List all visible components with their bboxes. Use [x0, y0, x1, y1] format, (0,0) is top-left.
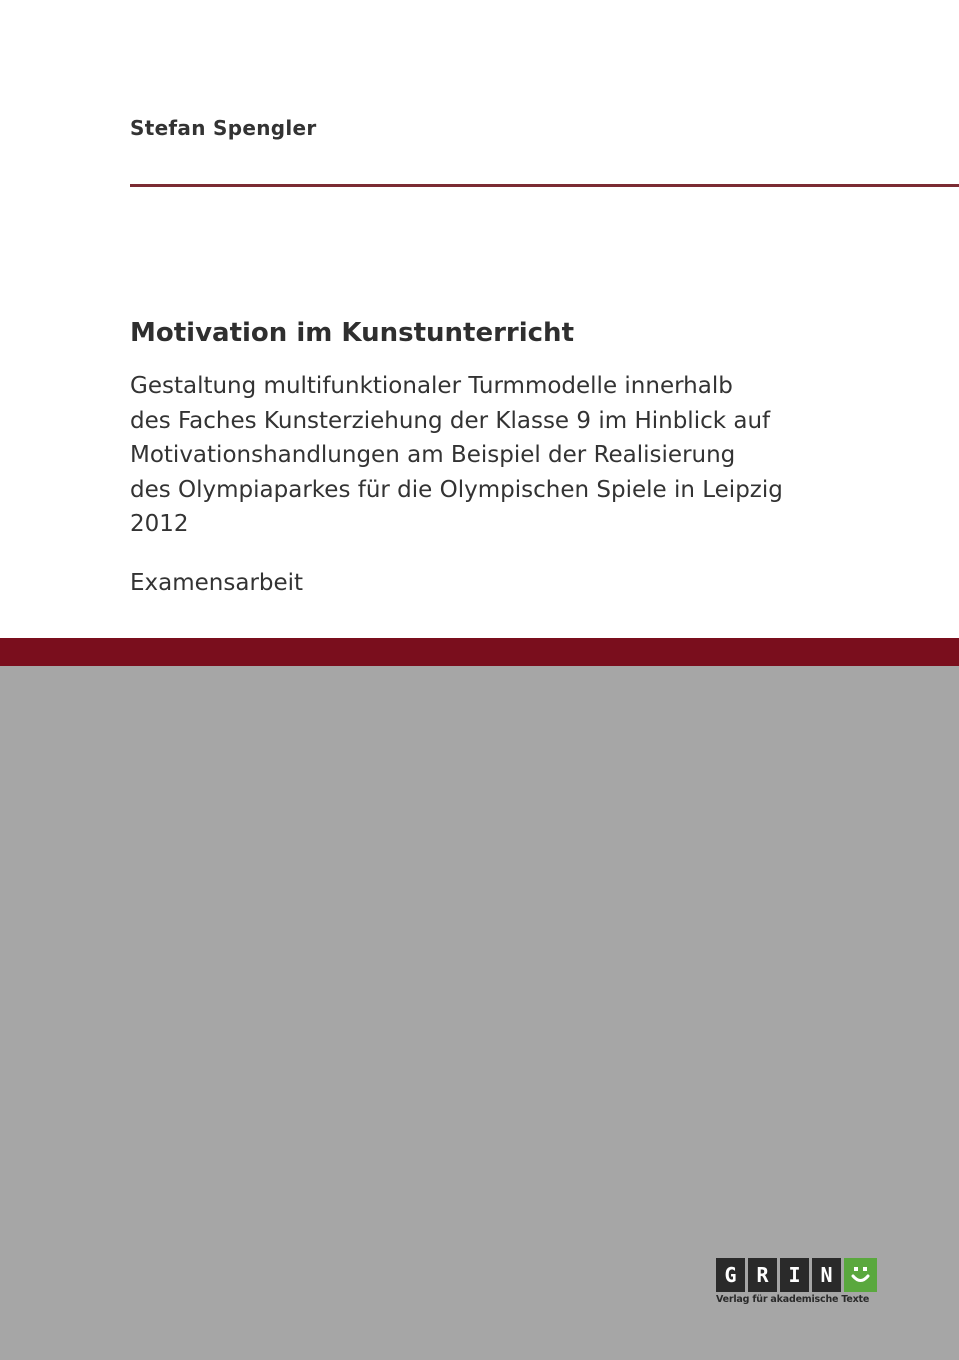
subtitle-line: Gestaltung multifunktionaler Turmmodelle innerhalb — [130, 373, 733, 399]
subtitle-line: des Olympiaparkes für die Olympischen Spiele in Leipzig — [130, 476, 783, 503]
book-subtitle — [130, 369, 910, 542]
publisher-logo — [716, 1258, 910, 1310]
document-genre: Examensarbeit — [130, 570, 304, 596]
subtitle-line: 2012 — [130, 511, 189, 537]
cover-lower-area — [0, 666, 959, 1360]
logo-letter-n: N — [812, 1258, 841, 1292]
book-title: Motivation im Kunstunterricht — [130, 318, 574, 348]
author-name: Stefan Spengler — [130, 116, 317, 140]
cover-band — [0, 638, 959, 666]
smiley-icon — [844, 1258, 877, 1292]
publisher-tagline: Verlag für akademische Texte — [716, 1294, 870, 1305]
subtitle-line: des Faches Kunsterziehung der Klasse 9 im Hinblick auf — [130, 407, 771, 434]
top-rule — [130, 184, 959, 187]
cover-top-area — [0, 0, 959, 638]
logo-letter-g: G — [716, 1258, 745, 1292]
subtitle-line: Motivationshandlungen am Beispiel der Realisierung — [130, 442, 736, 468]
logo-letters — [716, 1258, 910, 1292]
logo-letter-i: I — [780, 1258, 809, 1292]
logo-letter-r: R — [748, 1258, 777, 1292]
